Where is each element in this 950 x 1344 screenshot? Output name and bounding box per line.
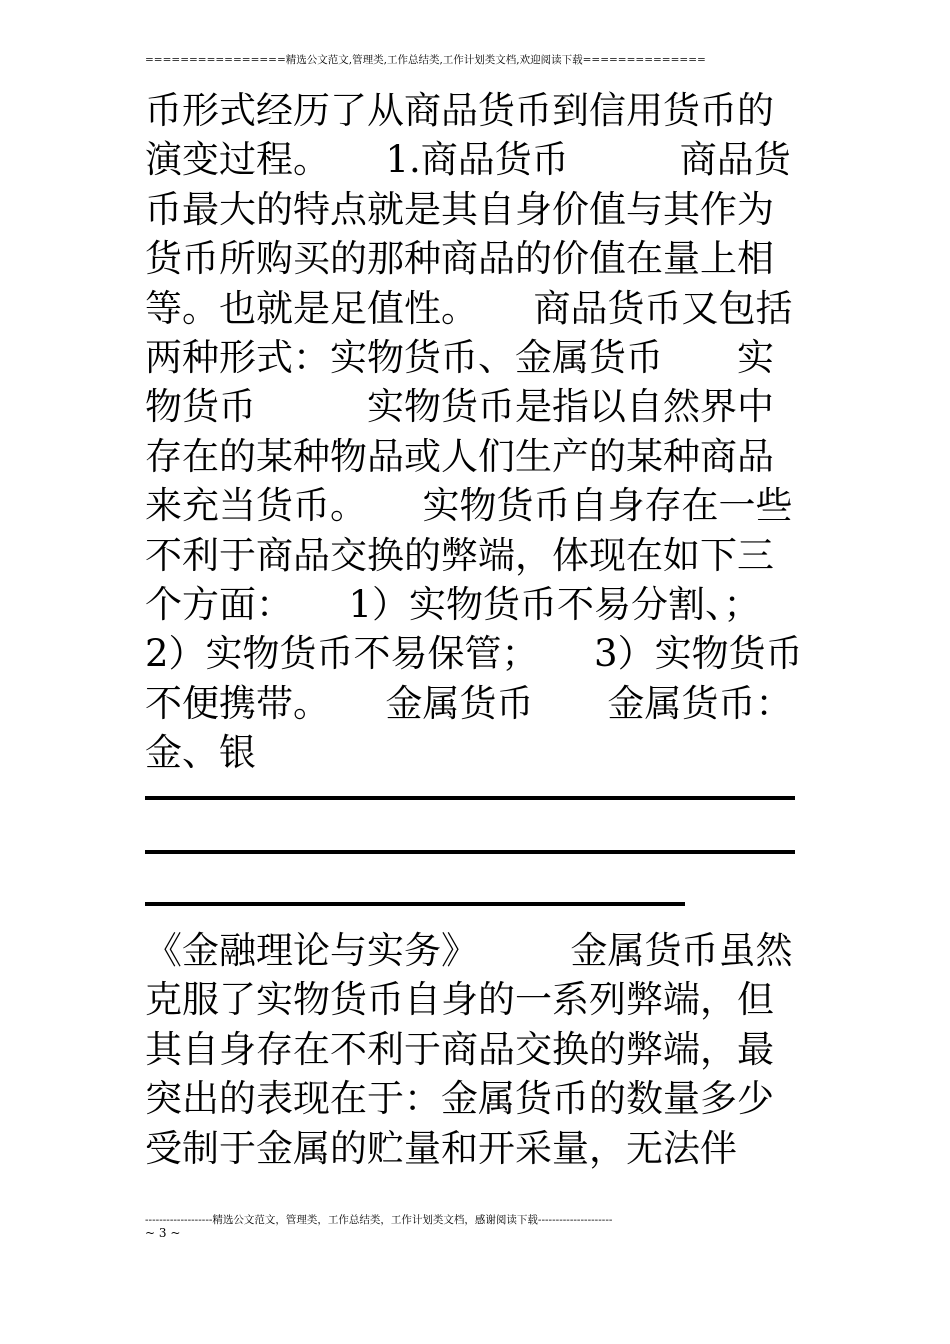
page-header: ================精选公文范文,管理类,工作总结类,工作计划类文档,欢迎阅读下载============== bbox=[145, 54, 706, 66]
page-footer: -------------------精选公文范文，管理类，工作总结类，工作计划类文档，感谢阅读下载--------------------- bbox=[145, 1214, 613, 1226]
body-paragraph-1: 币形式经历了从商品货币到信用货币的演变过程。 1.商品货币 商品货币最大的特点就是其自身价值与其作为货币所购买的那种商品的价值在量上相等。也就是足值性。 商品货币又包括两种形式：实物货币、金属货币 实物货币 实物货币是指以自然界中存在的某种物品或人们生产的某种商品来充当货币。 实物货币自身存在一些不利于商品交换的弊端，体现在如下三个方面： 1）实物货币不易分割、； 2）实物货币不易保管； 3）实物货币不便携带。 金属货币 金属货币：金、银 bbox=[145, 89, 817, 775]
page-number: ~ 3 ~ bbox=[145, 1226, 181, 1240]
separator-rule-2 bbox=[145, 850, 795, 854]
body-paragraph-2: 《金融理论与实务》 金属货币虽然克服了实物货币自身的一系列弊端，但其自身存在不利于商品交换的弊端，最突出的表现在于：金属货币的数量多少受制于金属的贮量和开采量，无法伴 bbox=[145, 929, 793, 1170]
separator-rule-1 bbox=[145, 796, 795, 800]
separator-rule-3 bbox=[145, 902, 685, 906]
